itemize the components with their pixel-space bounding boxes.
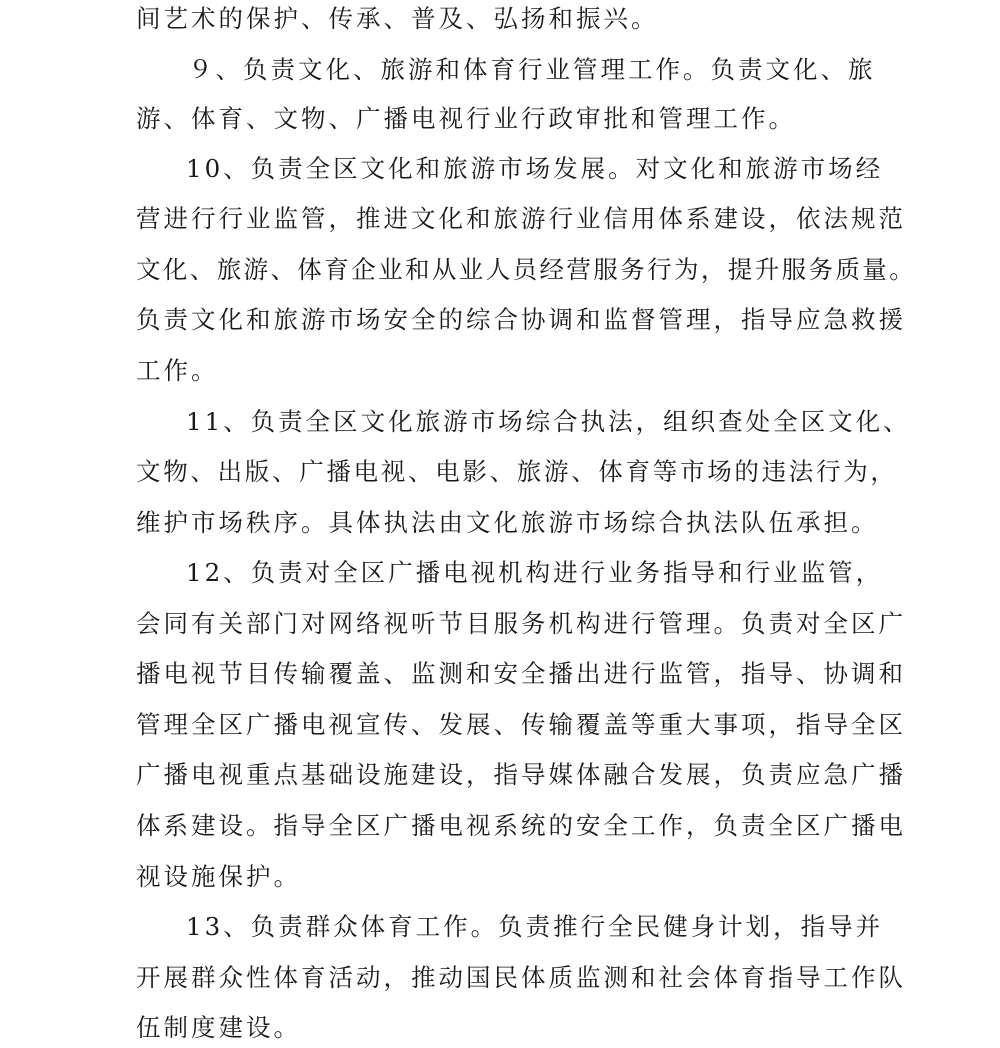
text-line: 13、负责群众体育工作。负责推行全民健身计划，指导并 [186,912,884,941]
text-line: 10、负责全区文化和旅游市场发展。对文化和旅游市场经 [186,154,884,183]
text-line: 12、负责对全区广播电视机构进行业务指导和行业监管， [186,558,884,587]
text-line: 文化、旅游、体育企业和从业人员经营服务行为，提升服务质量。 [136,255,917,284]
text-line: ９、负责文化、旅游和体育行业管理工作。负责文化、旅 [188,55,876,84]
text-line: 11、负责全区文化旅游市场综合执法，组织查处全区文化、 [186,407,911,436]
text-line: 工作。 [136,356,219,385]
text-line: 视设施保护。 [136,862,301,891]
text-line: 负责文化和旅游市场安全的综合协调和监督管理，指导应急救援 [136,305,906,334]
text-line: 伍制度建设。 [136,1013,301,1042]
text-line: 间艺术的保护、传承、普及、弘扬和振兴。 [136,4,659,33]
text-line: 营进行行业监管，推进文化和旅游行业信用体系建设，依法规范 [136,204,906,233]
text-line: 开展群众性体育活动，推动国民体质监测和社会体育指导工作队 [136,963,906,992]
text-line: 文物、出版、广播电视、电影、旅游、体育等市场的违法行为， [136,457,898,486]
text-line: 会同有关部门对网络视听节目服务机构进行管理。负责对全区广 [136,609,906,638]
text-line: 广播电视重点基础设施建设，指导媒体融合发展，负责应急广播 [136,760,906,789]
text-line: 管理全区广播电视宣传、发展、传输覆盖等重大事项，指导全区 [136,710,906,739]
text-line: 维护市场秩序。具体执法由文化旅游市场综合执法队伍承担。 [136,508,879,537]
text-line: 体系建设。指导全区广播电视系统的安全工作，负责全区广播电 [136,811,906,840]
text-line: 播电视节目传输覆盖、监测和安全播出进行监管，指导、协调和 [136,659,906,688]
text-line: 游、体育、文物、广播电视行业行政审批和管理工作。 [136,104,796,133]
